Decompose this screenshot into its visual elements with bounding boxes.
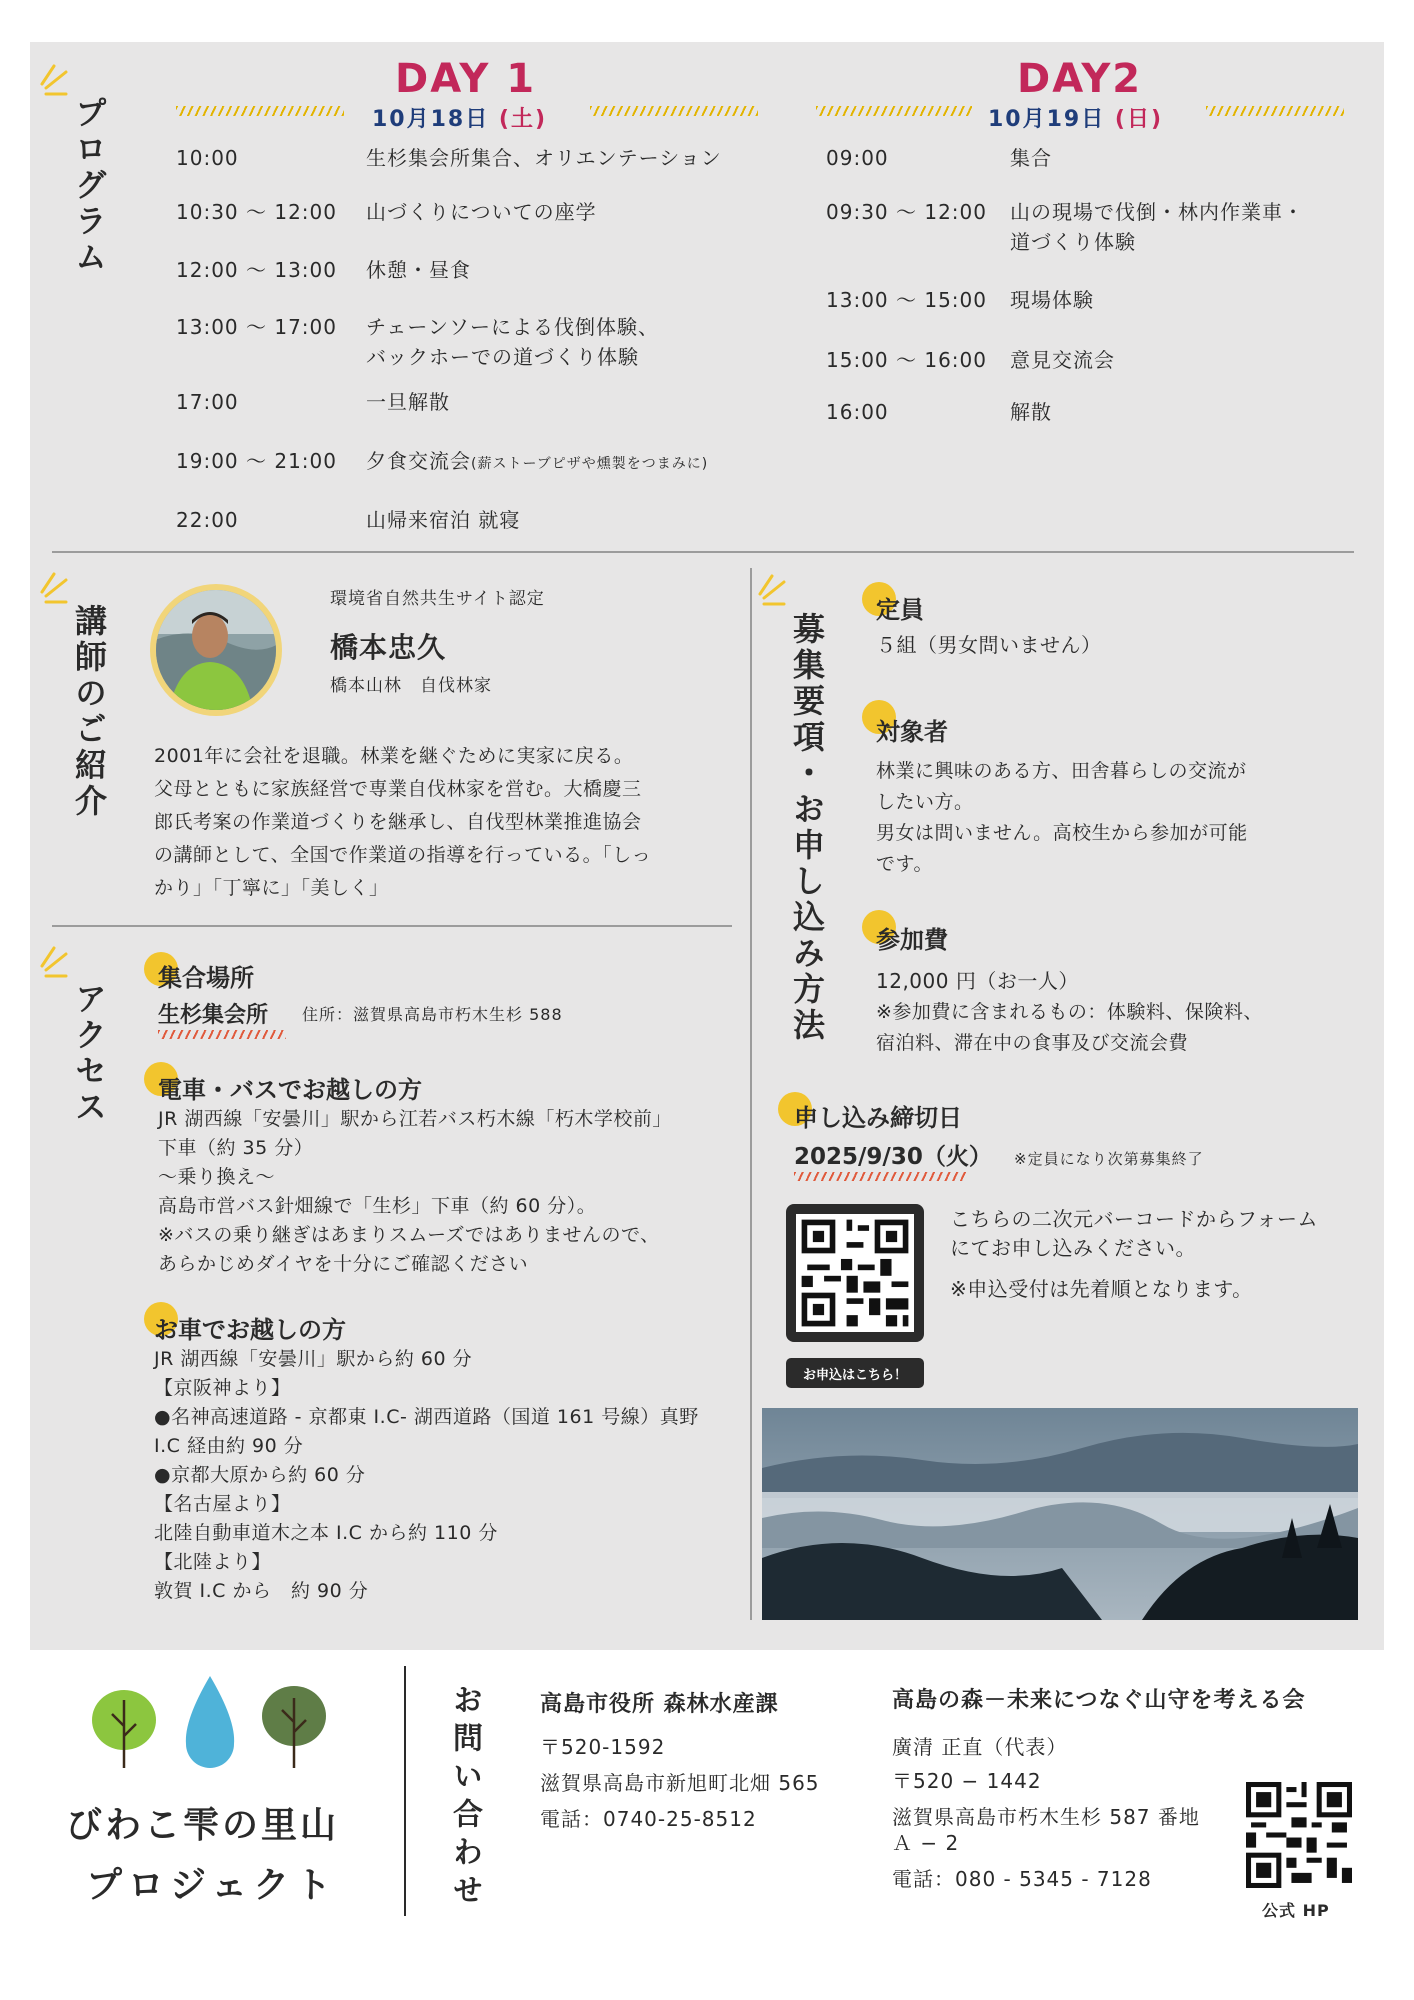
day1-row-4-time: 13:00 〜 17:00: [176, 315, 337, 339]
day1-row-5-time: 17:00: [176, 390, 239, 414]
day2-row-4-text: 意見交流会: [1010, 348, 1115, 372]
car-line: 敦賀 I.C から 約 90 分: [154, 1580, 369, 1602]
target-line: です。: [876, 853, 933, 875]
spark-icon: [40, 64, 80, 98]
day2-row-2-time: 09:30 〜 12:00: [826, 200, 987, 224]
org2-postal: 〒520 − 1442: [892, 1769, 1042, 1793]
fee-heading: 参加費: [876, 926, 948, 954]
meeting-heading: 集合場所: [158, 964, 254, 992]
train-line: 下車（約 35 分）: [158, 1137, 314, 1159]
day1-row-5-text: 一旦解散: [366, 390, 450, 414]
day2-row-2-text: 山の現場で伐倒・林内作業車・: [1010, 200, 1304, 224]
day2-hatch-right: [1206, 106, 1344, 116]
day1-row-6-text: 夕食交流会(薪ストーブピザや燻製をつまみに): [366, 449, 709, 473]
day1-label: DAY 1: [395, 56, 537, 102]
project-name-2: プロジェクト: [86, 1865, 338, 1906]
train-heading: 電車・バスでお越しの方: [158, 1076, 422, 1104]
org2-address-2: Ａ − 2: [892, 1831, 960, 1855]
qr-code-icon: [796, 1214, 914, 1332]
access-title: アクセス: [70, 982, 108, 1126]
qr-note: ※申込受付は先着順となります。: [950, 1277, 1253, 1301]
car-line: 【名古屋より】: [154, 1493, 291, 1515]
recruit-title: 募集要項・お申し込み方法: [788, 612, 826, 1044]
day1-row-2-text: 山づくりについての座学: [366, 200, 597, 224]
org1-name: 高島市役所 森林水産課: [540, 1692, 779, 1717]
day1-row-1-time: 10:00: [176, 146, 239, 170]
org2-phone: 電話：080 - 5345 - 7128: [892, 1867, 1152, 1891]
instructor-cert: 環境省自然共生サイト認定: [330, 589, 545, 609]
car-line: 【京阪神より】: [154, 1377, 291, 1399]
car-line: I.C 経由約 90 分: [154, 1435, 304, 1457]
instructor-name: 橋本忠久: [330, 631, 447, 664]
car-line: 北陸自動車道木之本 I.C から約 110 分: [154, 1522, 498, 1544]
project-name-1: びわこ雫の里山: [66, 1805, 340, 1846]
target-line: 男女は問いません。高校生から参加が可能: [876, 822, 1248, 844]
day1-row-2-time: 10:30 〜 12:00: [176, 200, 337, 224]
deadline-date: 2025/9/30（火）: [794, 1144, 992, 1170]
bio-line: 2001年に会社を退職。林業を継ぐために実家に戻る。: [154, 745, 634, 767]
org2-rep: 廣清 正直（代表）: [892, 1735, 1068, 1759]
day1-row-4-text2: バックホーでの道づくり体験: [366, 345, 639, 369]
day2-date: 10月19日 (日): [988, 107, 1164, 132]
car-line: ●京都大原から約 60 分: [154, 1464, 366, 1486]
qr-apply-label: お申込はこちら！: [802, 1368, 907, 1383]
day1-hatch-left: [176, 106, 344, 116]
day1-row-6-time: 19:00 〜 21:00: [176, 449, 337, 473]
meeting-hatch: [158, 1030, 286, 1039]
target-heading: 対象者: [876, 718, 948, 746]
day2-label: DAY2: [1017, 56, 1143, 102]
fee-line: ※参加費に含まれるもの：体験料、保険料、: [876, 1001, 1263, 1023]
day2-row-1-time: 09:00: [826, 146, 889, 170]
instructor-title: 講師のご紹介: [70, 604, 108, 820]
qr-frame[interactable]: [786, 1204, 924, 1342]
day2-row-3-text: 現場体験: [1010, 288, 1094, 312]
train-line: 高島市営バス針畑線で「生杉」下車（約 60 分）。: [158, 1195, 597, 1217]
footer-divider: [404, 1666, 406, 1916]
fee-line: 宿泊料、滞在中の食事及び交流会費: [876, 1032, 1189, 1054]
day1-date: 10月18日 (土): [372, 107, 548, 132]
day1-row-3-time: 12:00 〜 13:00: [176, 258, 337, 282]
qr-instruction-2: にてお申し込みください。: [950, 1236, 1196, 1260]
car-line: JR 湖西線「安曇川」駅から約 60 分: [154, 1348, 473, 1370]
train-line: あらかじめダイヤを十分にご確認ください: [158, 1253, 529, 1275]
target-line: したい方。: [876, 791, 974, 813]
fee-line: 12,000 円（お一人）: [876, 969, 1079, 993]
org1-phone: 電話：0740-25-8512: [540, 1807, 757, 1831]
org2-address: 滋賀県高島市朽木生杉 587 番地: [892, 1805, 1200, 1829]
capacity-value: ５組（男女問いません）: [876, 633, 1102, 657]
program-title: プログラム: [70, 96, 108, 276]
day2-row-2-text2: 道づくり体験: [1010, 230, 1136, 254]
hp-qr-code-icon[interactable]: [1246, 1782, 1352, 1888]
day2-row-5-time: 16:00: [826, 400, 889, 424]
contact-title: お問い合わせ: [447, 1684, 482, 1912]
target-line: 林業に興味のある方、田舎暮らしの交流が: [876, 760, 1247, 782]
day1-row-3-text: 休憩・昼食: [366, 258, 471, 282]
car-line: 【北陸より】: [154, 1551, 272, 1573]
divider-vertical: [750, 568, 752, 1620]
bio-line: かり」「丁寧に」「美しく」: [154, 877, 389, 899]
spark-icon: [758, 574, 798, 608]
deadline-heading: 申し込み締切日: [794, 1104, 962, 1132]
qr-instruction-1: こちらの二次元バーコードからフォーム: [950, 1207, 1318, 1231]
day1-row-4-text: チェーンソーによる伐倒体験、: [366, 315, 659, 339]
train-line: JR 湖西線「安曇川」駅から江若バス朽木線「朽木学校前」: [158, 1108, 672, 1130]
day2-row-3-time: 13:00 〜 15:00: [826, 288, 987, 312]
org1-postal: 〒520-1592: [540, 1735, 666, 1759]
divider-instructor: [52, 925, 732, 927]
car-line: ●名神高速道路 - 京都東 I.C- 湖西道路（国道 161 号線）真野: [154, 1406, 699, 1428]
day1-row-7-text: 山帰来宿泊 就寝: [366, 508, 521, 532]
meeting-address: 住所：滋賀県高島市朽木生杉 588: [302, 1005, 563, 1024]
deadline-note: ※定員になり次第募集終了: [1014, 1150, 1204, 1168]
car-heading: お車でお越しの方: [154, 1316, 346, 1344]
day1-row-1-text: 生杉集会所集合、オリエンテーション: [366, 146, 722, 170]
day2-row-5-text: 解散: [1010, 400, 1052, 424]
hp-label: 公式 HP: [1262, 1901, 1330, 1920]
spark-icon: [40, 572, 80, 606]
org2-name: 高島の森－未来につなぐ山守を考える会: [892, 1688, 1306, 1713]
day2-row-1-text: 集合: [1010, 146, 1052, 170]
landscape-photo: [762, 1408, 1358, 1620]
day1-hatch-right: [590, 106, 758, 116]
bio-line: 父母とともに家族経営で専業自伐林家を営む。大橋慶三: [154, 778, 642, 800]
divider-program: [52, 551, 1354, 553]
day2-hatch-left: [816, 106, 972, 116]
train-line: ※バスの乗り継ぎはあまりスムーズではありませんので、: [158, 1224, 660, 1246]
spark-icon: [40, 946, 80, 980]
qr-apply-button[interactable]: [786, 1358, 924, 1388]
train-line: 〜乗り換え〜: [158, 1166, 276, 1188]
meeting-place: 生杉集会所: [158, 1003, 269, 1028]
org1-address: 滋賀県高島市新旭町北畑 565: [540, 1771, 820, 1795]
bio-line: 郎氏考案の作業道づくりを継承し、自伐型林業推進協会: [154, 811, 642, 833]
capacity-heading: 定員: [876, 596, 924, 624]
day2-row-4-time: 15:00 〜 16:00: [826, 348, 987, 372]
bio-line: の講師として、全国で作業道の指導を行っている。「しっ: [154, 844, 652, 866]
instructor-photo: [146, 584, 288, 716]
instructor-affiliation: 橋本山林 自伐林家: [330, 676, 492, 696]
day1-row-7-time: 22:00: [176, 508, 239, 532]
deadline-hatch: [794, 1172, 966, 1181]
project-logo: [86, 1670, 334, 1778]
